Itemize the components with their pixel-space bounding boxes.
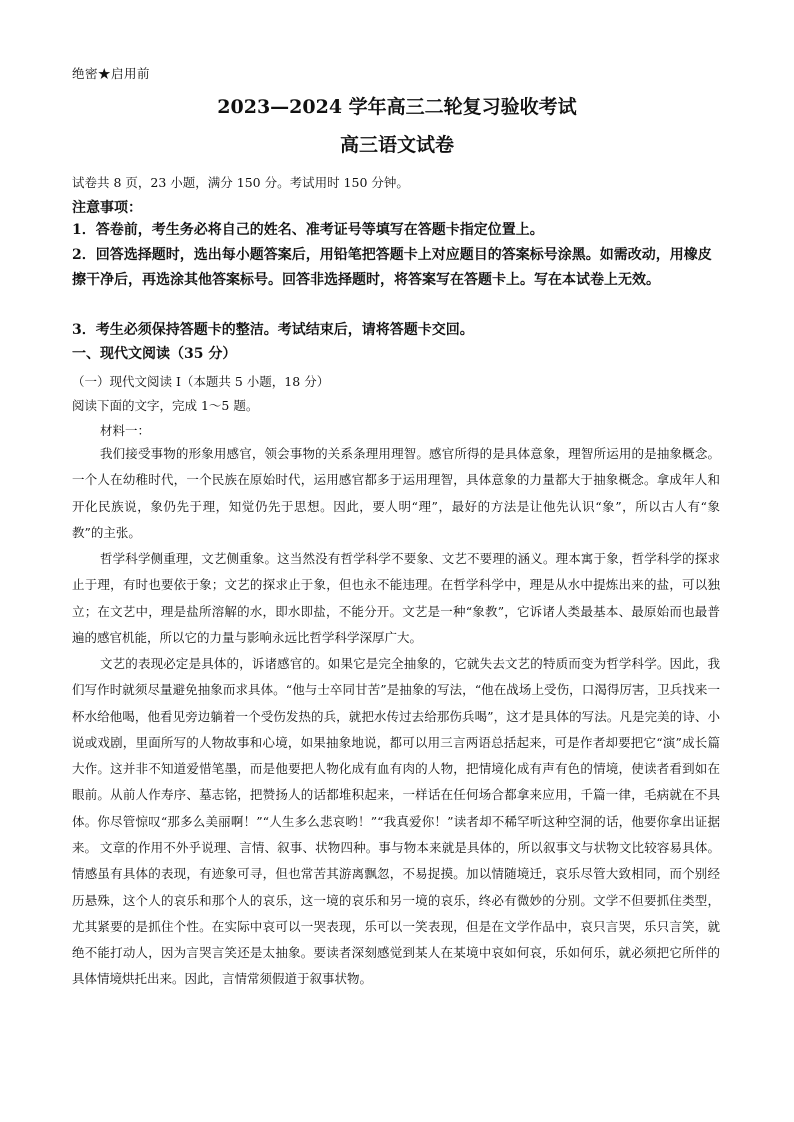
paragraph-1: 我们接受事物的形象用感官，领会事物的关系条理用理智。感官所得的是具体意象，理智所运用的是抽象概念。一个人在幼稚时代，一个民族在原始时代，运用感官都多于运用理智，具体意象的力量都大于抽象概念。拿成年人和开化民族说，象仍先于理，知觉仍先于思想。因此，要人明“理”，最好的方法是让他先认识“象”，所以古人有“象教”的主张。 — [72, 446, 720, 540]
paragraph-4: 文章的作用不外乎说理、言情、叙事、状物四种。事与物本来就是具体的，所以叙事文与状物文比较容易具体。情感虽有具体的表现，有迹象可寻，但也常苦其游离飘忽，不易捉摸。加以情随境迁，哀乐尽管大致相同，而个别经历悬殊，这个人的哀乐和那个人的哀乐，这一境的哀乐和另一境的哀乐，终必有微妙的分别。文学不但要抓住类型，尤其紧要的是抓住个性。在实际中哀可以一哭表现，乐可以一笑表现，但是在文学作品中，哀只言哭，乐只言笑，就绝不能打动人，因为言哭言笑还是太抽象。要读者深刻感觉到某人在某境中哀如何哀，乐如何乐，就必须把它所伴的具体情境烘托出来。因此，言情常须假道于叙事状物。 — [72, 840, 720, 987]
exam-subtitle: 高三语文试卷 — [339, 134, 454, 156]
notice-heading: 注意事项： — [72, 200, 142, 216]
notice-item-3: 3．考生必须保持答题卡的整洁。考试结束后，请将答题卡交回。 — [72, 322, 474, 338]
material-label: 材料一： — [100, 423, 151, 438]
exam-info: 试卷共 8 页，23 小题，满分 150 分。考试用时 150 分钟。 — [72, 175, 409, 190]
paragraph-3: 文艺的表现必定是具体的，诉诸感官的。如果它是完全抽象的，它就失去文艺的特质而变为哲学科学。因此，我们写作时就须尽量避免抽象而求具体。“他与士卒同甘苦”是抽象的写法，“他在战场上受伤，口渴得厉害，卫兵找来一杯水给他喝，他看见旁边躺着一个受伤发热的兵，就把水传过去给那伤兵喝”，这才是具体的写法。凡是完美的诗、小说或戏剧，里面所写的人物故事和心境，如果抽象地说，都可以用三言两语总括起来，可是作者却要把它“演”成长篇大作。这并非不知道爱惜笔墨，而是他要把人物化成有血有肉的人物，把情境化成有声有色的情境，使读者看到如在眼前。从前人作寿序、墓志铭，把赞扬人的话都堆积起来，一样话在任何场合都拿来应用，千篇一律，毛病就在不具体。你尽管惊叹“那多么美丽啊！”“人生多么悲哀哟！”“我真爱你！”读者却不稀罕听这种空洞的话，他要你拿出证据来。 — [72, 656, 720, 856]
section-subheading: （一）现代文阅读 I（本题共 5 小题，18 分） — [72, 374, 330, 389]
section-heading: 一、现代文阅读（35 分） — [72, 346, 237, 362]
section-intro: 阅读下面的文字，完成 1～5 题。 — [72, 398, 259, 413]
secret-label: 绝密★启用前 — [72, 66, 151, 81]
paragraph-2: 哲学科学侧重理，文艺侧重象。这当然没有哲学科学不要象、文艺不要理的涵义。理本寓于象，哲学科学的探求止于理，有时也要依于象；文艺的探求止于象，但也永不能违理。在哲学科学中，理是从水中提炼出来的盐，可以独立；在文艺中，理是盐所溶解的水，即水即盐，不能分开。文艺是一种“象教”，它诉诸人类最基本、最原始而也最普遍的感官机能，所以它的力量与影响永远比哲学科学深厚广大。 — [72, 551, 720, 645]
exam-title: 2023—2024 学年高三二轮复习验收考试 — [217, 96, 577, 118]
notice-item-2: 2．回答选择题时，选出每小题答案后，用铅笔把答题卡上对应题目的答案标号涂黑。如需改动，用橡皮擦干净后，再选涂其他答案标号。回答非选择题时，将答案写在答题卡上。写在本试卷上无效。 — [72, 247, 712, 288]
notice-item-1: 1．答卷前，考生务必将自己的姓名、准考证号等填写在答题卡指定位置上。 — [72, 222, 544, 238]
